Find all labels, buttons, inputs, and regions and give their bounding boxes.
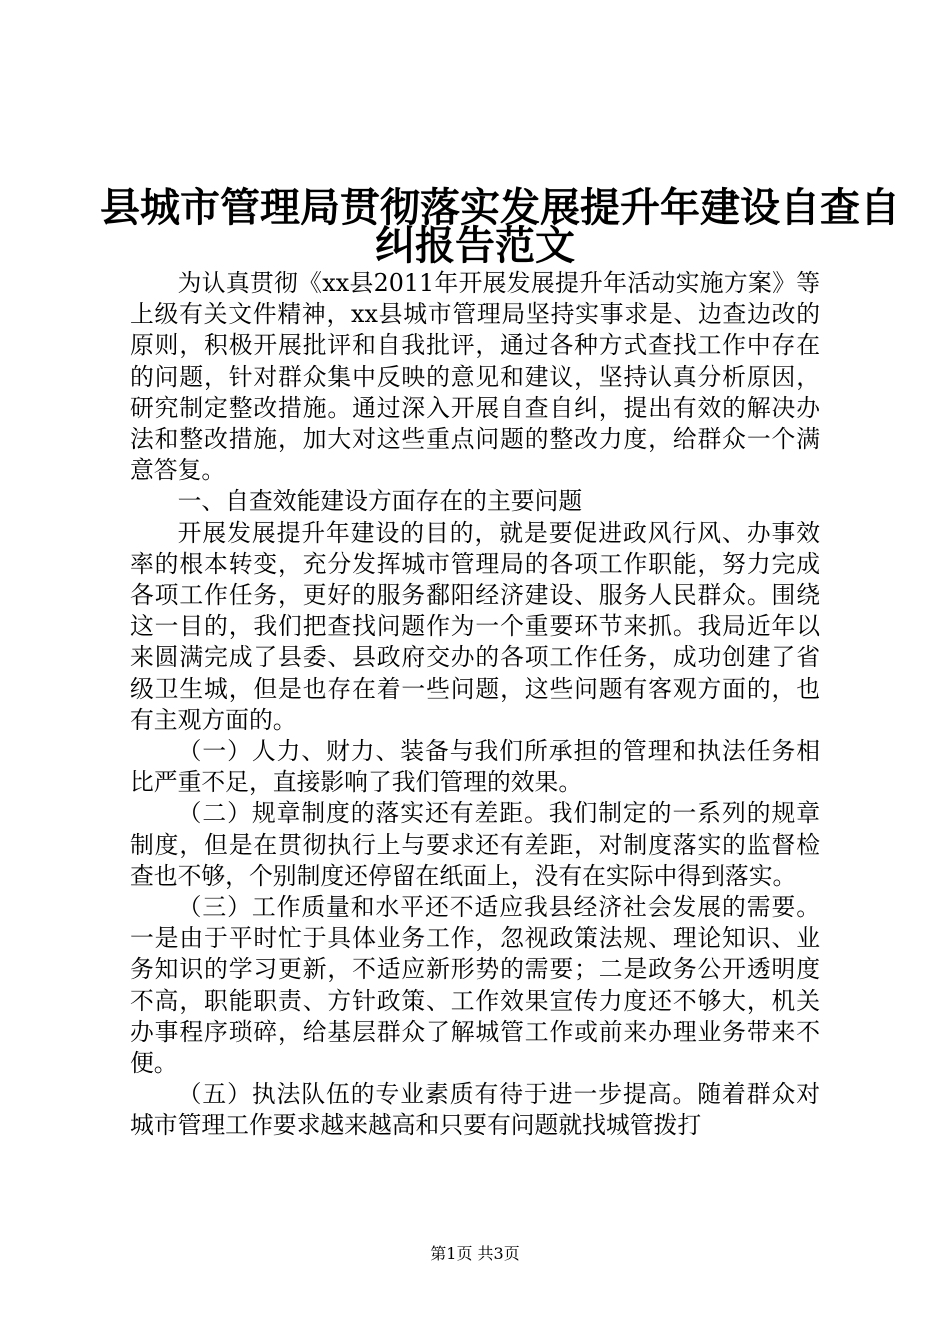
- section-heading: 一、自查效能建设方面存在的主要问题: [177, 487, 583, 516]
- page-number-footer: 第1页 共3页: [430, 1244, 520, 1263]
- paragraph-item-5: （五）执法队伍的专业素质有待于进一步提高。随着群众对城市管理工作要求越来越高和只要有问题就找城管拨打: [130, 1080, 820, 1140]
- document-title-line-2: 纠报告范文: [375, 222, 575, 269]
- paragraph-overview: 开展发展提升年建设的目的，就是要促进政风行风、办事效率的根本转变，充分发挥城市管理局的各项工作职能，努力完成各项工作任务，更好的服务鄱阳经济建设、服务人民群众。围绕这一目的，我们把查找问题作为一个重要环节来抓。我局近年以来圆满完成了县委、县政府交办的各项工作任务，成功创建了省级卫生城，但是也存在着一些问题，这些问题有客观方面的，也有主观方面的。: [130, 518, 820, 734]
- paragraph-intro: 为认真贯彻《xx县2011年开展发展提升年活动实施方案》等上级有关文件精神，xx县城市管理局坚持实事求是、边查边改的原则，积极开展批评和自我批评，通过各种方式查找工作中存在的问题，针对群众集中反映的意见和建议，坚持认真分析原因，研究制定整改措施。通过深入开展自查自纠，提出有效的解决办法和整改措施，加大对这些重点问题的整改力度，给群众一个满意答复。: [130, 269, 820, 485]
- paragraph-item-2: （二）规章制度的落实还有差距。我们制定的一系列的规章制度，但是在贯彻执行上与要求还有差距，对制度落实的监督检查也不够，个别制度还停留在纸面上，没有在实际中得到落实。: [130, 799, 820, 890]
- paragraph-item-1: （一）人力、财力、装备与我们所承担的管理和执法任务相比严重不足，直接影响了我们管理的效果。: [130, 737, 820, 797]
- document-body: [130, 268, 820, 1142]
- paragraph-item-3: （三）工作质量和水平还不适应我县经济社会发展的需要。一是由于平时忙于具体业务工作，忽视政策法规、理论知识、业务知识的学习更新，不适应新形势的需要；二是政务公开透明度不高，职能职责、方针政策、工作效果宣传力度还不够大，机关办事程序琐碎，给基层群众了解城管工作或前来办理业务带来不便。: [130, 893, 820, 1078]
- document-title-line-1: 县城市管理局贯彻落实发展提升年建设自查自: [100, 184, 900, 231]
